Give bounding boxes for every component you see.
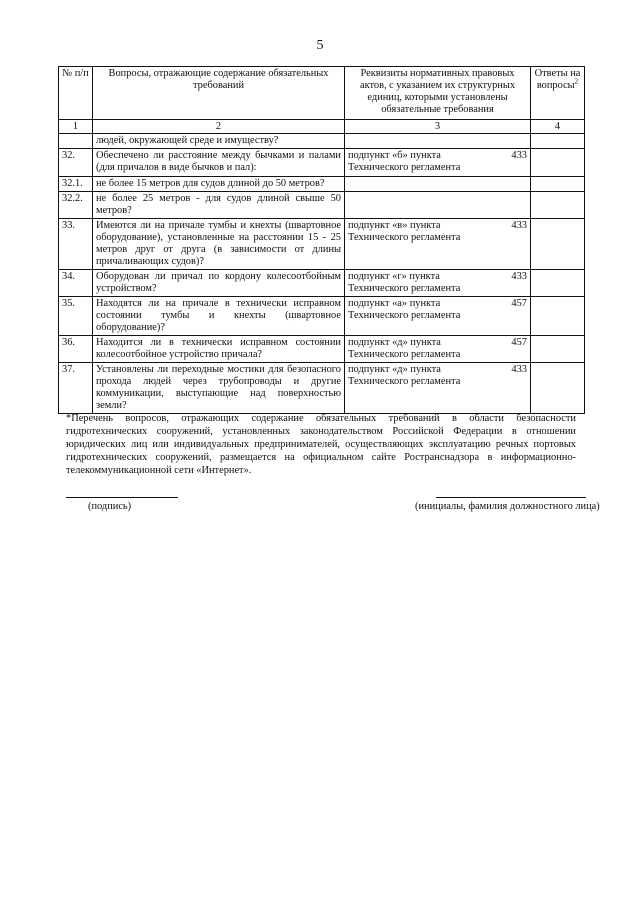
index-cell: 1 (59, 120, 93, 134)
requisite-subpoint: подпункт «б» пункта (348, 150, 441, 161)
index-cell: 3 (345, 120, 531, 134)
row-answer (531, 219, 585, 270)
row-requisites (345, 149, 531, 177)
signature-line (66, 497, 178, 498)
row-number: 32. (59, 149, 93, 177)
row-answer (531, 363, 585, 414)
row-question: людей, окружающей среде и имуществу? (93, 134, 345, 149)
header-answers-sup: 2 (574, 77, 579, 86)
table-row (59, 270, 585, 297)
row-requisites (345, 219, 531, 270)
requisite-subpoint: подпункт «в» пункта (348, 220, 441, 231)
page-number: 5 (316, 38, 324, 53)
row-question: Обеспечено ли расстояние между бычками и палами (для причалов в виде бычков и пал): (93, 149, 345, 177)
table-index-row (59, 120, 585, 134)
footnote: *Перечень вопросов, отражающих содержание обязательных требований в области безопасности гидротехнических сооружений, установленных законодательством Российской Федерации в отношении юридических лиц или индивидуальных предпринимателей, осуществляющих эксплуатацию речных портовых гидротехнических сооружений, размещается на официальном сайте Ространснадзора в информационно-телекоммуникационной сети «Интернет». (66, 413, 576, 476)
index-cell: 2 (93, 120, 345, 134)
row-requisites (345, 192, 531, 219)
requisite-regulation: Технического регламента (348, 162, 461, 173)
name-label: (инициалы, фамилия должностного лица) (415, 501, 600, 512)
row-question: Находится ли в технически исправном состоянии колесоотбойное устройство причала? (93, 336, 345, 363)
header-num: № п/п (59, 67, 93, 120)
row-requisites (345, 297, 531, 336)
table-row (59, 177, 585, 192)
requisite-subpoint: подпункт «а» пункта (348, 298, 441, 309)
requisite-point-number: 433 (511, 271, 527, 282)
table-row (59, 336, 585, 363)
row-number: 34. (59, 270, 93, 297)
header-answers (531, 67, 585, 120)
row-question: Установлены ли переходные мостики для безопасного прохода людей через трубопроводы и другие коммуникации, выступающие над поверхностью земли? (93, 363, 345, 414)
row-question: не более 25 метров - для судов длиной свыше 50 метров? (93, 192, 345, 219)
row-requisites (345, 363, 531, 414)
row-question: Находятся ли на причале в технически исправном состоянии тумбы и кнехты (швартовное оборудование)? (93, 297, 345, 336)
header-question: Вопросы, отражающие содержание обязательных требований (93, 67, 345, 120)
table-row (59, 192, 585, 219)
requisite-subpoint: подпункт «г» пункта (348, 271, 440, 282)
table-row (59, 149, 585, 177)
row-answer (531, 149, 585, 177)
row-number: 37. (59, 363, 93, 414)
row-question: не более 15 метров для судов длиной до 50 метров? (93, 177, 345, 192)
name-line (436, 497, 586, 498)
row-requisites (345, 177, 531, 192)
table-row (59, 363, 585, 414)
requisite-regulation: Технического регламента (348, 232, 461, 243)
requisite-point-number: 457 (511, 337, 527, 348)
row-answer (531, 192, 585, 219)
row-answer (531, 270, 585, 297)
row-requisites (345, 134, 531, 149)
index-cell: 4 (531, 120, 585, 134)
table-body (59, 134, 585, 414)
table-header-row (59, 67, 585, 120)
row-number (59, 134, 93, 149)
row-number: 33. (59, 219, 93, 270)
header-answers-text: Ответы на вопросы (534, 68, 581, 91)
row-number: 36. (59, 336, 93, 363)
row-question: Оборудован ли причал по кордону колесоотбойным устройством? (93, 270, 345, 297)
requisite-regulation: Технического регламента (348, 376, 461, 387)
row-answer (531, 297, 585, 336)
requisite-subpoint: подпункт «д» пункта (348, 364, 441, 375)
row-answer (531, 134, 585, 149)
header-requisites: Реквизиты нормативных правовых актов, с указанием их структурных единиц, которыми установлены обязательные требования (345, 67, 531, 120)
row-requisites (345, 336, 531, 363)
table-row (59, 134, 585, 149)
requisite-point-number: 433 (511, 364, 527, 375)
row-answer (531, 336, 585, 363)
requisite-point-number: 433 (511, 220, 527, 231)
table-row (59, 297, 585, 336)
row-requisites (345, 270, 531, 297)
checklist-table (58, 66, 585, 414)
requisite-point-number: 433 (511, 150, 527, 161)
row-question: Имеются ли на причале тумбы и кнехты (швартовное оборудование), установленные на расстоянии 15 - 25 метров друг от друга (в зависимости от длины причаливающих судов)? (93, 219, 345, 270)
signature-label: (подпись) (88, 501, 132, 512)
row-number: 35. (59, 297, 93, 336)
requisite-regulation: Технического регламента (348, 349, 461, 360)
requisite-subpoint: подпункт «д» пункта (348, 337, 441, 348)
row-number: 32.1. (59, 177, 93, 192)
row-number: 32.2. (59, 192, 93, 219)
table-row (59, 219, 585, 270)
requisite-point-number: 457 (511, 298, 527, 309)
requisite-regulation: Технического регламента (348, 283, 461, 294)
row-answer (531, 177, 585, 192)
requisite-regulation: Технического регламента (348, 310, 461, 321)
